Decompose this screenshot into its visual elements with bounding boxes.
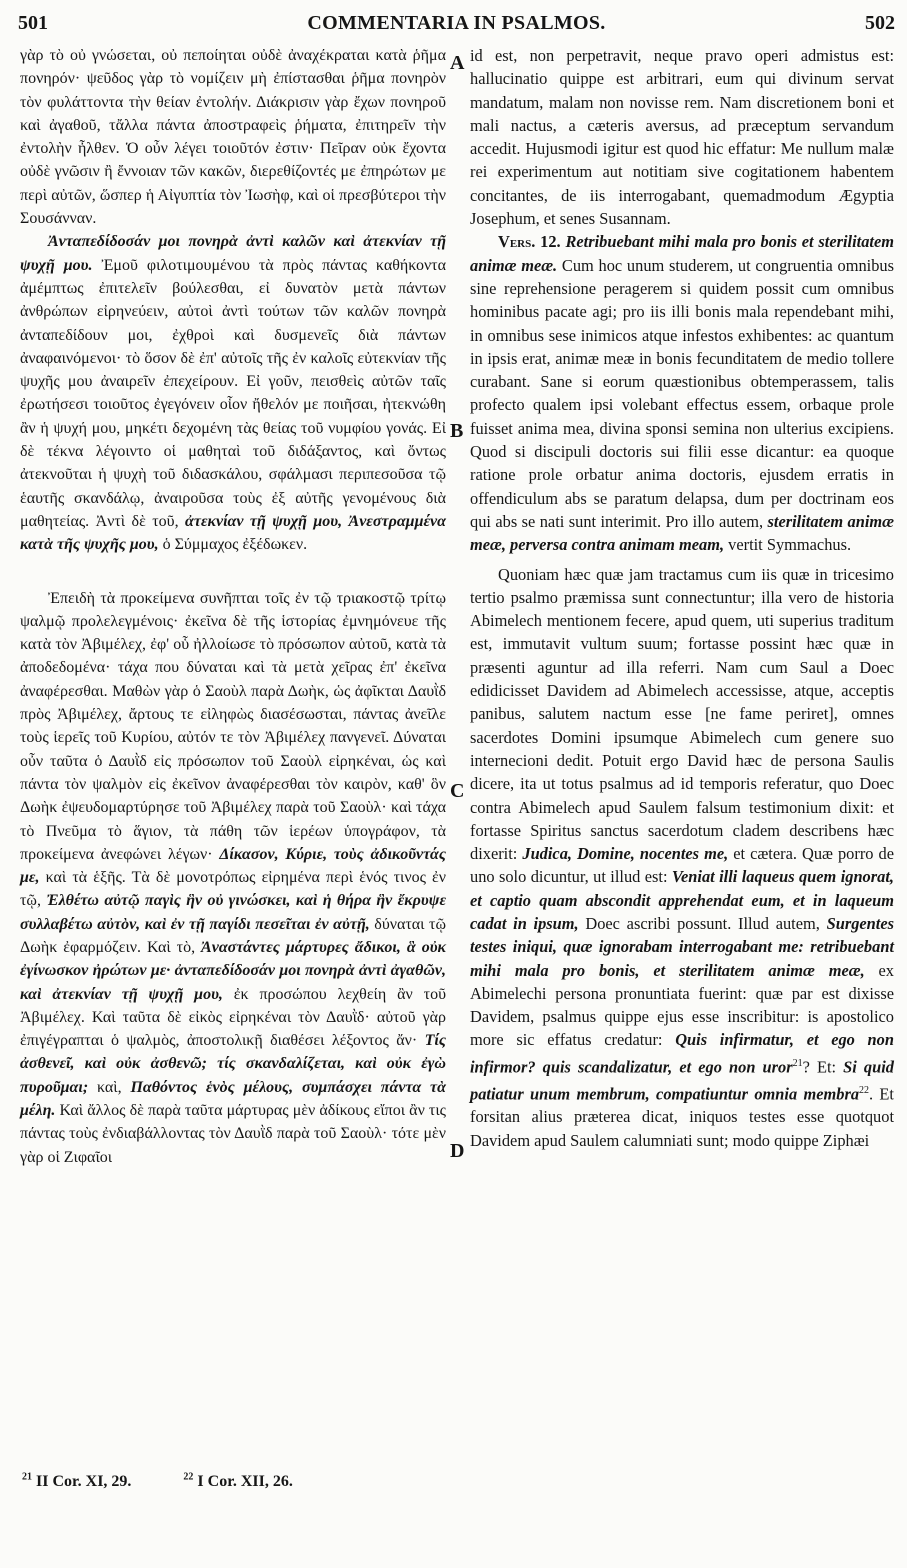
margin-marker-b: B xyxy=(450,420,464,442)
footnote-1 xyxy=(22,1473,155,1490)
footnote-2 xyxy=(183,1473,316,1490)
greek-quote: Ἐλθέτω αὐτῷ παγὶς ἣν οὐ γινώσκει, καὶ ἡ θήρα ἣν ἔκρυψε συλλαβέτω αὐτὸν, καὶ ἐν τῇ παγίδι πεσεῖται ἐν αὐτῇ, xyxy=(20,892,447,933)
latin-text: Cum hoc unum studerem, ut congruentia omnibus sine reprehensione peragerem si quidem possit cum omnibus hominibus pacate agi; pro iis illi bonis mala rependebant mihi, in omnibus sese inimicos atque infestos exhibentes: ac quantum in ipsis erat, animæ meæ in bonis fecunditatem de medio tollere curabant. Sane si eorum quæstionibus obtemperassem, talis profecto qualem ipsi volebant effectus essem, orbaque prole fuisset anima mea, divina sponsi semina non ulterius excipiens. Quod si discipuli doctoris sui filii esse dicantur: ea quoque ratione prole orbatur anima doctoris, ejusdem erratis in offendiculum abs se paratum delapsa, dum per doctrinam eos qui abs se nati sunt interimit. Pro illo autem, xyxy=(470,255,894,531)
latin-text: Quoniam hæc quæ jam tractamus cum iis quæ in tricesimo tertio psalmo præmissa sunt connectuntur; illa vero de historia Abimelech mentionem fecere, apud quem, uti superius traditum est, immutavit vultum suum; fortasse possint hæc quæ in præsenti aguntur ad illa referri. Nam cum Saul a Doec edidicisset Davidem ad Abimelech accessisse, atque, acceptis panibus, salutem nactum esse [ne fame periret], omnes sacerdotes Domini ipsumque Abimelech cum genere suo internecioni dedit. Potuit ergo David hæc de persona Saulis dicere, ita ut totus psalmus ad id temporis referatur, quo Doec contra Abimelech apud Saulem falsum testimonium dixit: et fortasse Spiritus sanctus sacerdotum cladem describens hæc dixerit: xyxy=(470,564,894,864)
footnote-ref: 21 xyxy=(792,1057,803,1069)
latin-paragraph-3 xyxy=(470,563,894,1152)
greek-quote: Δίκασον, Κύριε, τοὺς ἀδικοῦντάς με, xyxy=(20,845,446,887)
latin-lemma: sterilitatem animæ meæ, perversa contra animam meam, xyxy=(470,511,895,555)
greek-text: Ἐπειδὴ τὰ προκείμενα συνῆπται τοῖς ἐν τῷ τριακοστῷ τρίτῳ ψαλμῷ προλελεγμένοις· ἐκεῖνα δὲ τῆς ἱστορίας ἐμνημόνευε τῆς κατὰ τὸν Ἀβιμέλεχ, ἐφ' οὗ ἠλλοίωσε τὸ πρόσωπον αὐτοῦ, κατὰ τὰ ἀποδεδομένα· τάχα που δύναται καὶ τὰ μετὰ χεῖρας ἐπ' ἐκεῖνα ἀναφέρεσθαι. Μαθὼν γὰρ ὁ Σαοὺλ παρὰ Δωὴκ, ὡς ἀφῖκται Δαυῒδ πρὸς Ἀβιμέλεχ, ἄρτους τε εἰληφὼς διασέσωσται, πάντας ἀνεῖλε τοὺς ἱερεῖς τοῦ Κυρίου, αὐτόν τε τὸν Ἀβιμέλεχ πανγενεῖ. Δύναται οὖν ταῦτα ὁ Δαυῒδ εἰς πρόσωπον τοῦ Σαοὺλ εἰρηκέναι, ὡς καὶ πάντα τὸν ψαλμὸν εἰς ἐκεῖνον ἀναφέρεσθαι τὸν καιρὸν, καθ' ὃν Δωὴκ ἐψευδομαρτύρησε τοῦ Ἀβιμέλεχ παρὰ τοῦ Σαοὺλ· καὶ τάχα τὸ Πνεῦμα τὸ ἅγιον, τὰ πάθη τῶν ἱερέων ὑπογράφον, τὰ προκείμενα ἀνεφώνει λέγων· xyxy=(20,589,446,863)
greek-quote: Παθόντος ἑνὸς μέλους, συμπάσχει πάντα τὰ μέλη. xyxy=(20,1078,446,1120)
greek-paragraph-1: γὰρ τὸ οὐ γνώσεται, οὐ πεποίηται οὐδὲ ἀναχέκραται κατὰ ῥῆμα πονηρόν· ψεῦδος γὰρ τὸ νομίζειν μὴ ἐπίστασθαι ῥῆμα πονηρὸν τὸν φυλάττοντα τὴν θείαν ἐντολήν. Διάκρισιν γὰρ ἔχων πονηροῦ καὶ ἀγαθοῦ, τἄλλα πάντα ἀποστραφεὶς ῥήματα, ἐπιτηρεῖν τὴν ἐντολὴν ἦλθεν. Ὁ οὖν λέγει τοιοῦτόν ἐστιν· Πεῖραν οὐκ ἔχοντα οὐδὲ γνῶσιν ἢ ἔννοιαν τῶν κακῶν, διερεθίζοντές με ἐπηρώτων με περὶ αὐτῶν, ὥσπερ ἡ Αἰγυπτία τὸν Ἰωσὴφ, καὶ οἱ πρεσβύτεροι τὴν Σουσάνναν. xyxy=(20,47,446,228)
latin-text: vertit Symmachus. xyxy=(724,535,852,555)
latin-text: Doec ascribi possunt. Illud autem, xyxy=(578,913,820,933)
greek-text: ἐκ προσώπου λεχθείη ἂν τοῦ Ἀβιμέλεχ. Καὶ ταῦτα δὲ εἰκὸς εἰρηκέναι τὸν Δαυῒδ· αὐτοῦ γὰρ ἐπιγέγραπται ὁ ψαλμὸς, ἀποστολικῇ διαθέσει λέξοντος ἄν· xyxy=(20,985,446,1050)
footnote-ref: 22 xyxy=(859,1084,870,1096)
latin-paragraph-2 xyxy=(470,230,894,556)
greek-text: ὁ Σύμμαχος ἐξέδωκεν. xyxy=(158,536,308,554)
greek-lemma: ἀτεκνίαν τῇ ψυχῇ μου, Ἀνεστραμμένα κατὰ τῆς ψυχῆς μου, xyxy=(20,512,446,554)
greek-quote: Τίς ἀσθενεῖ, καὶ οὐκ ἀσθενῶ; τίς σκανδαλίζεται, καὶ οὐκ ἐγὼ πυροῦμαι; xyxy=(20,1032,447,1096)
page-number-right: 502 xyxy=(865,12,895,34)
footnote-text: I Cor. XII, 26. xyxy=(197,1473,293,1491)
greek-lemma: Ἀνταπεδίδοσάν μοι πονηρὰ ἀντὶ καλῶν καὶ ἀτεκνίαν τῇ ψυχῇ μου. xyxy=(20,233,446,274)
greek-text: δύναται τῷ Δωὴκ ἐφαρμόζειν. Καὶ τὸ, xyxy=(20,915,446,956)
latin-quote: Veniat illi laqueus quem ignorat, et captio quam abscondit apprehendat eum, et in laqueum cadat in ipsum, xyxy=(470,867,894,933)
page-header xyxy=(18,10,895,38)
greek-text: Καὶ ἄλλος δὲ παρὰ ταῦτα μάρτυρας μὲν ἀδίκους εἴποι ἂν τις πάντας τοὺς ἐνδιαβάλλοντας τὸν Δαυῒδ παρὰ τοῦ Σαοὺλ· τότε μὲν γὰρ οἱ Ζιφαῖοι xyxy=(20,1102,446,1166)
footnote-number: 22 xyxy=(183,1472,194,1483)
latin-quote: Surgentes testes iniqui, quæ ignorabam interrogabant me: retribuebant mihi mala pro bonis, et sterilitatem animæ meæ, xyxy=(470,913,894,980)
latin-column xyxy=(470,44,894,1152)
latin-lemma: Retribuebant mihi mala pro bonis et sterilitatem animæ meæ. xyxy=(470,232,894,275)
latin-text: ex Abimelechi persona pronuntiata fuerint: quæ par est dixisse Davidem, psalmus quippe ejus esse inscribitur: is apostolico more sic effatus credatur: xyxy=(470,960,894,1050)
latin-quote: Si quid patiatur unum membrum, compatiuntur omnia membra xyxy=(470,1057,894,1103)
running-title: COMMENTARIA IN PSALMOS. xyxy=(307,12,606,34)
latin-paragraph-1: id est, non perpetravit, neque pravo operi admistus est: hallucinatio quippe est arbitrari, eum qui divinum servat mandatum, malam non novisse rem. Nam discretionem boni et mali nactus, a cæteris aversus, ad præceptum servandum accedit. Hujusmodi igitur est quod hic effatur: Me nullum malæ rei experimentum aut notitiam sive cogitationem habentem concitantes, de iis interrogabant, quemadmodum Ægyptia Josephum, et senes Susannam. xyxy=(470,46,894,229)
footnote-text: II Cor. XI, 29. xyxy=(36,1473,132,1491)
latin-text: et cætera. Quæ porro de uno solo dicuntur, ut illud est: xyxy=(470,844,894,887)
margin-marker-c: C xyxy=(450,780,465,802)
latin-quote: Judica, Domine, nocentes me, xyxy=(522,844,729,864)
footnote-number: 21 xyxy=(22,1472,32,1483)
margin-marker-a: A xyxy=(450,52,465,74)
greek-paragraph-2 xyxy=(20,230,446,556)
latin-text: ? Et: xyxy=(802,1057,837,1077)
greek-quote: Ἀναστάντες μάρτυρες ἄδικοι, ἃ οὐκ ἐγίνωσκον ἠρώτων με· ἀνταπεδίδοσάν μοι πονηρὰ ἀντὶ ἀγαθῶν, καὶ ἀτεκνίαν τῇ ψυχῇ μου, xyxy=(20,938,446,1003)
latin-quote: Quis infirmatur, et ego non infirmor? quis scandalizatur, et ego non uror xyxy=(470,1030,894,1077)
greek-paragraph-3 xyxy=(20,587,446,1169)
footnotes xyxy=(22,1472,442,1491)
verse-number: Vers. 12. xyxy=(498,232,561,252)
latin-text: . Et forsitan alius præterea dicat, iniquos testes esse quotquot Davidem apud Saulem calumniati sunt; modo quippe Ziphæi xyxy=(470,1084,894,1150)
greek-column xyxy=(20,44,446,1169)
margin-marker-d: D xyxy=(450,1140,465,1162)
page-number-left: 501 xyxy=(18,12,48,34)
greek-text: καὶ τὰ ἑξῆς. Τὰ δὲ μονοτρόπως εἰρημένα περὶ ἑνός τινος ἐν τῷ, xyxy=(20,869,446,910)
greek-text: καὶ, xyxy=(88,1078,122,1096)
greek-text: Ἐμοῦ φιλοτιμουμένου τὰ πρὸς πάντας καθήκοντα ἀμέμπτως ἐπιτελεῖν βούλεσθαι, εἰ δυνατὸν μετὰ πάντων ἀνθρώπων εἰρηνεύειν, αὐτοὶ ἀντὶ τούτων τῶν καλῶν πονηρὰ ἀνταπεδίδουν μοι, ἐχθροὶ καὶ δυσμενεῖς διὰ πάντων ἀναφαινόμενοι· τὸ ὅσον δὲ ἐπ' αὐτοῖς τῆς ἐν καλοῖς εὐτεκνίαν τῆς ψυχῆς μου ἀναιρεῖν ἐπεχείρουν. Εἰ γοῦν, πεισθεὶς αὐτῶν ταῖς ἐρωτήσεσι τοιοῦτος ἐγεγόνειν οἷον ἤθελόν με ποιῆσαι, ἠτεκνώθη ἂν ἡ ψυχή μου, μηκέτι δεχομένη τὰς θείας τοῦ νυμφίου γονάς. Εἰ δὲ τέκνα λέγοιντο οἱ μαθηταὶ τοῦ διδάξαντος, καὶ ὄντως ἀτεκνοῦται ἡ ψυχὴ τοῦ διδασκάλου, σφάλμασι περιπεσοῦσα τῷ ἑαυτῆς σκανδάλῳ, ἀναιροῦσα τοὺς ἐξ αὐτῆς γενομένους διὰ μαθητείας. Ἀντὶ δὲ τοῦ, xyxy=(20,256,446,530)
